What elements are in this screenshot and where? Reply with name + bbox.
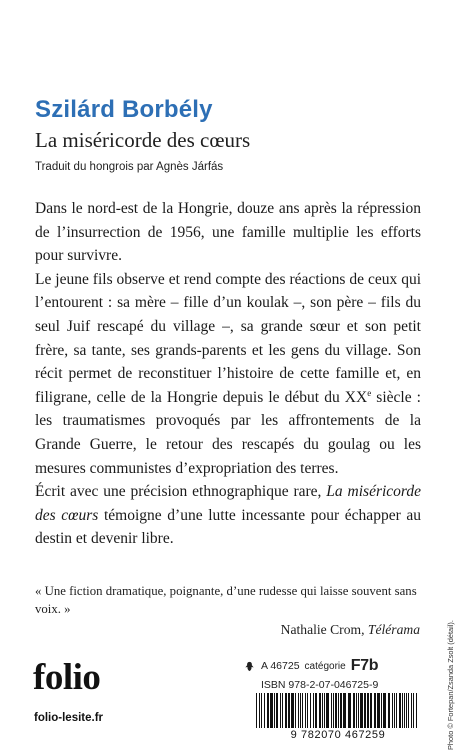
barcode-bar bbox=[298, 693, 299, 729]
barcode-bar bbox=[307, 693, 308, 729]
barcode-bar bbox=[394, 693, 395, 729]
barcode-bar bbox=[377, 693, 380, 729]
barcode-bar bbox=[340, 693, 342, 729]
barcode-bar bbox=[315, 693, 317, 729]
blurb-paragraph-3-text: Écrit avec une précision ethnographique rare, bbox=[35, 483, 327, 501]
barcode-bar bbox=[280, 693, 281, 729]
barcode-bar bbox=[313, 693, 314, 729]
barcode-digits: 9 782070 467259 bbox=[252, 728, 424, 742]
barcode-bar bbox=[326, 693, 329, 729]
critic-name: Nathalie Crom, bbox=[280, 622, 368, 637]
barcode-bar bbox=[413, 693, 414, 729]
isbn: ISBN 978-2-07-046725-9 bbox=[261, 679, 379, 691]
blurb-paragraph-2-text: Le jeune fils observe et rend compte des réactions de ceux qui l’entourent : sa mère – fille d’un koulak –, son père – fils du seul Juif rescapé du village –, sa grande sœur et son petit frère, sa tante, ses grands-parents et les gens du village. Son récit permet de reconstituer l’histoire de cette famille et, en filigrane, celle de la Hongrie depuis le début du XX bbox=[35, 270, 421, 406]
barcode-bar bbox=[402, 693, 403, 729]
barcode-bar bbox=[388, 693, 390, 729]
barcode-bar bbox=[353, 693, 355, 729]
barcode-bar bbox=[404, 693, 405, 729]
barcode-bar bbox=[282, 693, 283, 729]
barcode-bar bbox=[274, 693, 275, 729]
blurb-paragraph-1: Dans le nord-est de la Hongrie, douze ans après la répression de l’insurrection de 1956, une famille multiplie les efforts pour survivre. bbox=[35, 200, 421, 265]
barcode-bar bbox=[291, 693, 294, 729]
catalog-line bbox=[244, 657, 378, 675]
barcode-bar bbox=[276, 693, 278, 729]
publisher-logo: folio bbox=[33, 657, 101, 698]
barcode-bar bbox=[374, 693, 376, 729]
price-category: F7b bbox=[350, 657, 379, 674]
barcode-bar bbox=[270, 693, 273, 729]
author-name: Szilárd Borbély bbox=[35, 96, 213, 123]
barcode-bar bbox=[267, 693, 269, 729]
barcode-bar bbox=[408, 693, 409, 729]
barcode-bar bbox=[322, 693, 323, 729]
barcode-bar bbox=[364, 693, 366, 729]
review-quote: « Une fiction dramatique, poignante, d’une rudesse qui laisse souvent sans voix. » bbox=[35, 584, 417, 616]
barcode-bar bbox=[259, 693, 260, 729]
blurb-title-italic: La miséricorde des cœurs bbox=[35, 483, 422, 524]
publication-name: Télérama bbox=[367, 622, 420, 637]
barcode-bar bbox=[392, 693, 393, 729]
barcode-bar bbox=[348, 693, 351, 729]
barcode-bar bbox=[295, 693, 296, 729]
barcode-bar bbox=[370, 693, 372, 729]
barcode-bar bbox=[331, 693, 332, 729]
barcode-bar bbox=[324, 693, 325, 729]
barcode-bar bbox=[300, 693, 301, 729]
category-label: catégorie bbox=[304, 660, 346, 672]
review-source bbox=[281, 622, 420, 638]
barcode-bar bbox=[367, 693, 369, 729]
barcode-bar bbox=[356, 693, 357, 729]
translator-credit: Traduit du hongrois par Agnès Járfás bbox=[35, 161, 224, 173]
internal-code: A 46725 bbox=[261, 660, 300, 672]
blurb-paragraph-3-rest: témoigne d’une lutte incessante pour échapper au destin et devenir libre. bbox=[35, 506, 421, 548]
barcode-bar bbox=[288, 693, 290, 729]
blurb bbox=[35, 197, 421, 551]
bird-icon bbox=[244, 661, 255, 672]
barcode-bar bbox=[310, 693, 311, 729]
publisher-website: folio-lesite.fr bbox=[34, 712, 104, 724]
barcode-bar bbox=[399, 693, 401, 729]
barcode-bar bbox=[305, 693, 306, 729]
barcode-bar bbox=[383, 693, 386, 729]
barcode-bar bbox=[264, 693, 265, 729]
barcode-bar bbox=[396, 693, 397, 729]
barcode-bar bbox=[360, 693, 363, 729]
barcode-bar bbox=[261, 693, 262, 729]
photo-credit bbox=[437, 565, 455, 750]
photo-credit-text: Photo © Fortepan/Zsanda Zsolt (détail). bbox=[446, 620, 455, 750]
barcode-bar bbox=[381, 693, 382, 729]
barcode-bar bbox=[411, 693, 412, 729]
century-superscript: e bbox=[367, 387, 372, 398]
barcode-bar bbox=[333, 693, 334, 729]
blurb-paragraph-3 bbox=[35, 480, 421, 551]
blurb-paragraph-2 bbox=[35, 268, 421, 480]
barcode-bar bbox=[285, 693, 287, 729]
book-title: La miséricorde des cœurs bbox=[35, 128, 251, 152]
barcode-bar bbox=[343, 693, 346, 729]
blurb-paragraph-2-rest: siècle : les traumatismes provoqués par les affrontements de la Grande Guerre, le retour des rescapés du goulag ou les mesures communistes d’expropriation des terres. bbox=[35, 388, 421, 477]
barcode-bar bbox=[358, 693, 359, 729]
barcode-bar bbox=[319, 693, 321, 729]
barcode-bar bbox=[406, 693, 407, 729]
barcode-bar bbox=[302, 693, 303, 729]
